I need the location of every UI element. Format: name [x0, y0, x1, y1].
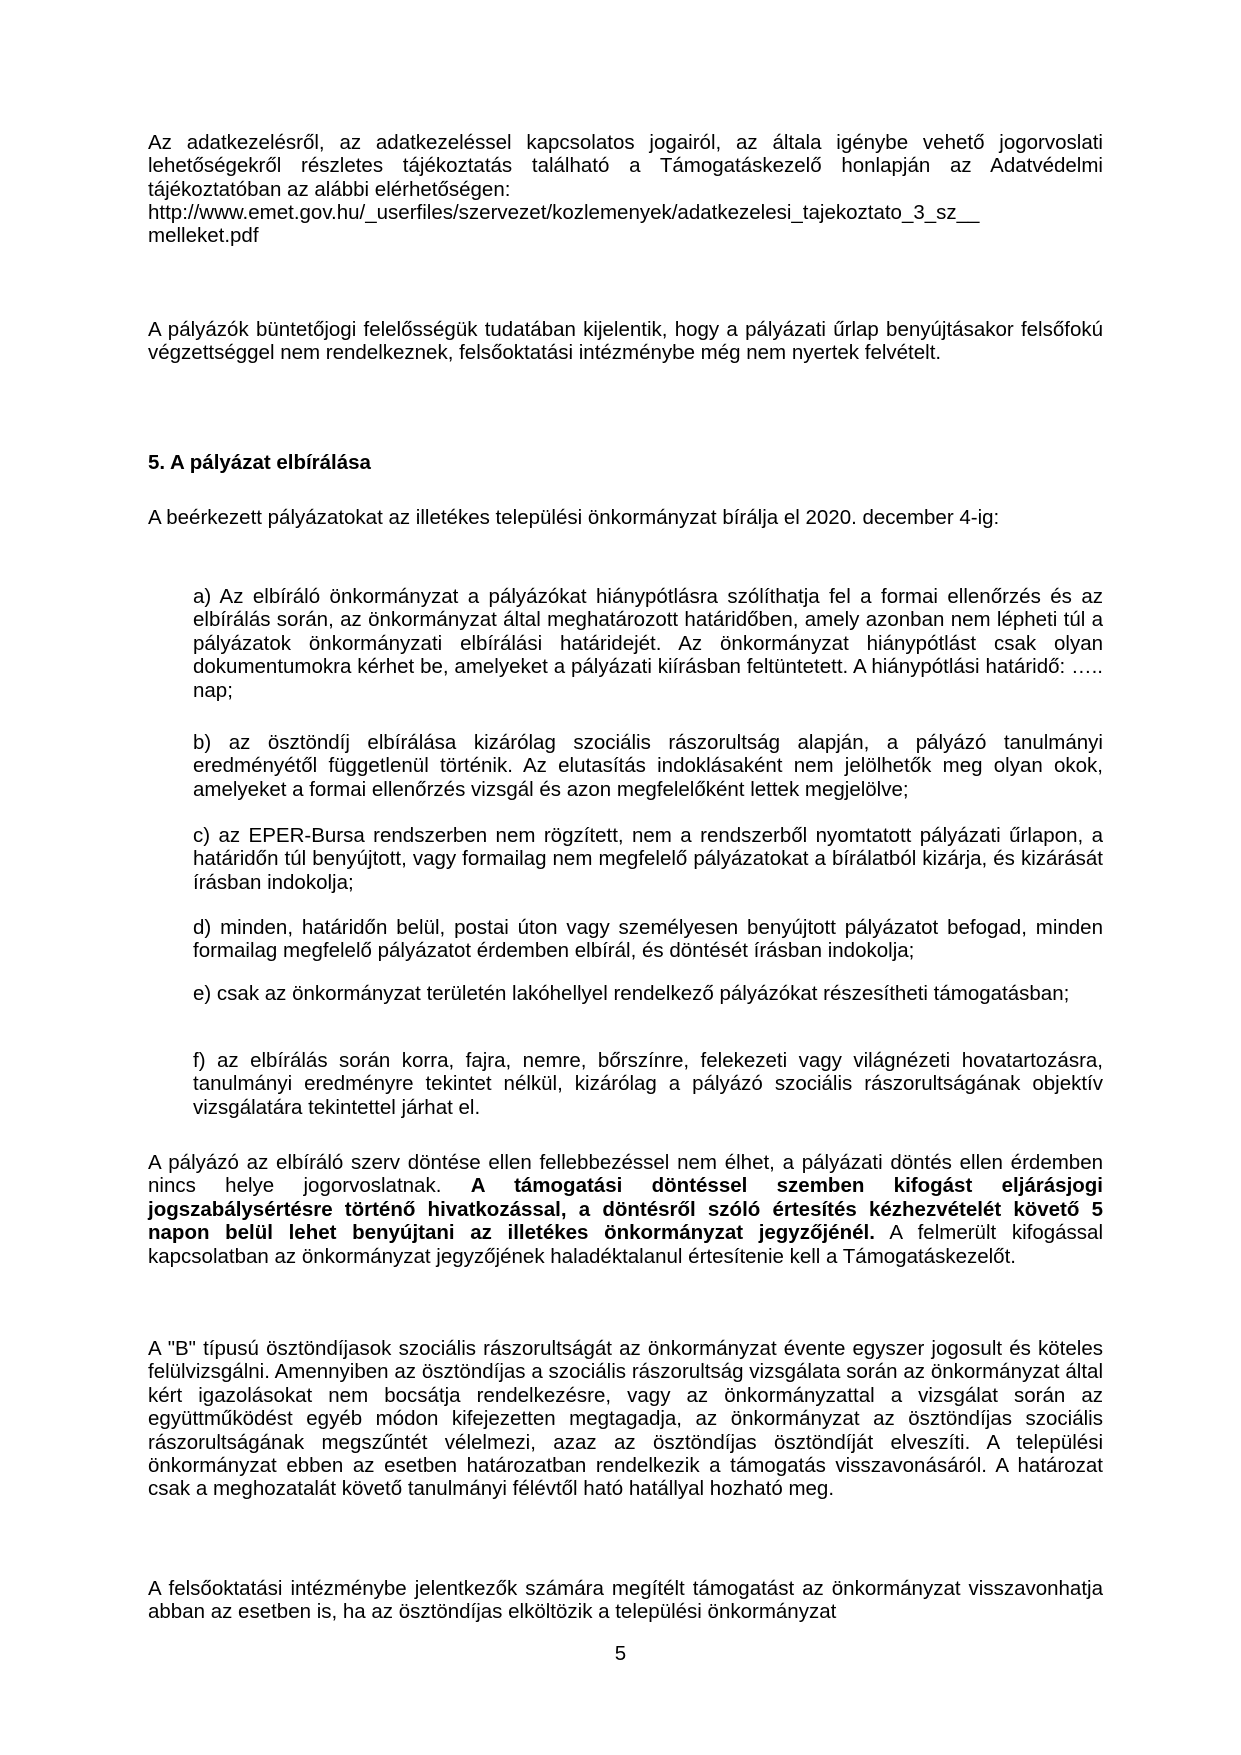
- section-heading: 5. A pályázat elbírálása: [148, 451, 371, 474]
- data-protection-url[interactable]: [148, 201, 1103, 248]
- paragraph-appeal: [148, 1151, 1103, 1268]
- url-line-1[interactable]: http://www.emet.gov.hu/_userfiles/szervezet/kozlemenyek/adatkezelesi_tajekoztato_3_sz__: [148, 201, 980, 224]
- paragraph-withdrawal: A felsőoktatási intézménybe jelentkezők számára megítélt támogatást az önkormányzat visszavonhatja abban az esetben is, ha az ösztöndíjas elköltözik a települési önkormányzat: [148, 1577, 1103, 1624]
- data-protection-text: Az adatkezelésről, az adatkezeléssel kapcsolatos jogairól, az általa igénybe vehető jogorvoslati lehetőségekről részletes tájékoztatás található a Támogatáskezelő honlapján az Adatvédelmi tájékoztatóban az alábbi elérhetőségen:: [148, 131, 1103, 201]
- page-number: 5: [614, 1642, 627, 1665]
- list-item-e: e) csak az önkormányzat területén lakóhellyel rendelkező pályázókat részesítheti támogatásban;: [193, 982, 1070, 1005]
- paragraph-evaluation-intro: A beérkezett pályázatokat az illetékes települési önkormányzat bírálja el 2020. december 4-ig:: [148, 506, 1000, 529]
- appeal-text-end: A felmerült kifogással kapcsolatban az önkormányzat jegyzőjének haladéktalanul értesítenie kell a Támogatáskezelőt.: [148, 1221, 1103, 1268]
- url-line-2[interactable]: melleket.pdf: [148, 224, 259, 248]
- appeal-text-bold: A támogatási döntéssel szemben kifogást eljárásjogi jogszabálysértésre történő hivatkozással, a döntésről szóló értesítés kézhezvételét követő 5 napon belül lehet benyújtani az illetékes önkormányzat jegyzőjénél.: [148, 1174, 1104, 1245]
- appeal-text-start: A pályázó az elbíráló szerv döntése ellen fellebbezéssel nem élhet, a pályázati döntés ellen érdemben nincs helye jogorvoslatnak.: [148, 1151, 1103, 1198]
- list-item-b: b) az ösztöndíj elbírálása kizárólag szociális rászorultság alapján, a pályázó tanulmányi eredményétől függetlenül történik. Az elutasítás indoklásaként nem jelölhetők meg olyan okok, amelyeket a formai ellenőrzés vizsgál és azon megfelelőként lettek megjelölve;: [193, 731, 1103, 801]
- list-item-c: c) az EPER-Bursa rendszerben nem rögzített, nem a rendszerből nyomtatott pályázati űrlapon, a határidőn túl benyújtott, vagy formailag nem megfelelő pályázatokat a bírálatból kizárja, és kizárását írásban indokolja;: [193, 824, 1103, 894]
- paragraph-declaration: A pályázók büntetőjogi felelősségük tudatában kijelentik, hogy a pályázati űrlap benyújtásakor felsőfokú végzettséggel nem rendelkeznek, felsőoktatási intézménybe még nem nyertek felvételt.: [148, 318, 1103, 365]
- paragraph-data-protection: [148, 131, 1103, 201]
- list-item-a: a) Az elbíráló önkormányzat a pályázókat hiánypótlásra szólíthatja fel a formai ellenőrzés és az elbírálás során, az önkormányzat által meghatározott határidőben, amely azonban nem lépheti túl a pályázatok önkormányzati elbírálási határidejét. Az önkormányzat hiánypótlást csak olyan dokumentumokra kérhet be, amelyeket a pályázati kiírásban feltüntetett. A hiánypótlási határidő: ….. nap;: [193, 585, 1103, 702]
- paragraph-b-type-review: A "B" típusú ösztöndíjasok szociális rászorultságát az önkormányzat évente egyszer jogosult és köteles felülvizsgálni. Amennyiben az ösztöndíjas a szociális rászorultság vizsgálata során az önkormányzat által kért igazolásokat nem bocsátja rendelkezésre, vagy az önkormányzattal a vizsgálat során az együttműködést egyéb módon kifejezetten megtagadja, az önkormányzat az ösztöndíjas szociális rászorultságának megszűntét vélelmezi, azaz az ösztöndíjas ösztöndíját elveszíti. A települési önkormányzat ebben az esetben határozatban rendelkezik a támogatás visszavonásáról. A határozat csak a meghozatalát követő tanulmányi félévtől ható hatállyal hozható meg.: [148, 1337, 1103, 1501]
- list-item-d: d) minden, határidőn belül, postai úton vagy személyesen benyújtott pályázatot befogad, minden formailag megfelelő pályázatot érdemben elbírál, és döntését írásban indokolja;: [193, 916, 1103, 963]
- list-item-f: f) az elbírálás során korra, fajra, nemre, bőrszínre, felekezeti vagy világnézeti hovatartozásra, tanulmányi eredményre tekintet nélkül, kizárólag a pályázó szociális rászorultságának objektív vizsgálatára tekintettel járhat el.: [193, 1049, 1103, 1119]
